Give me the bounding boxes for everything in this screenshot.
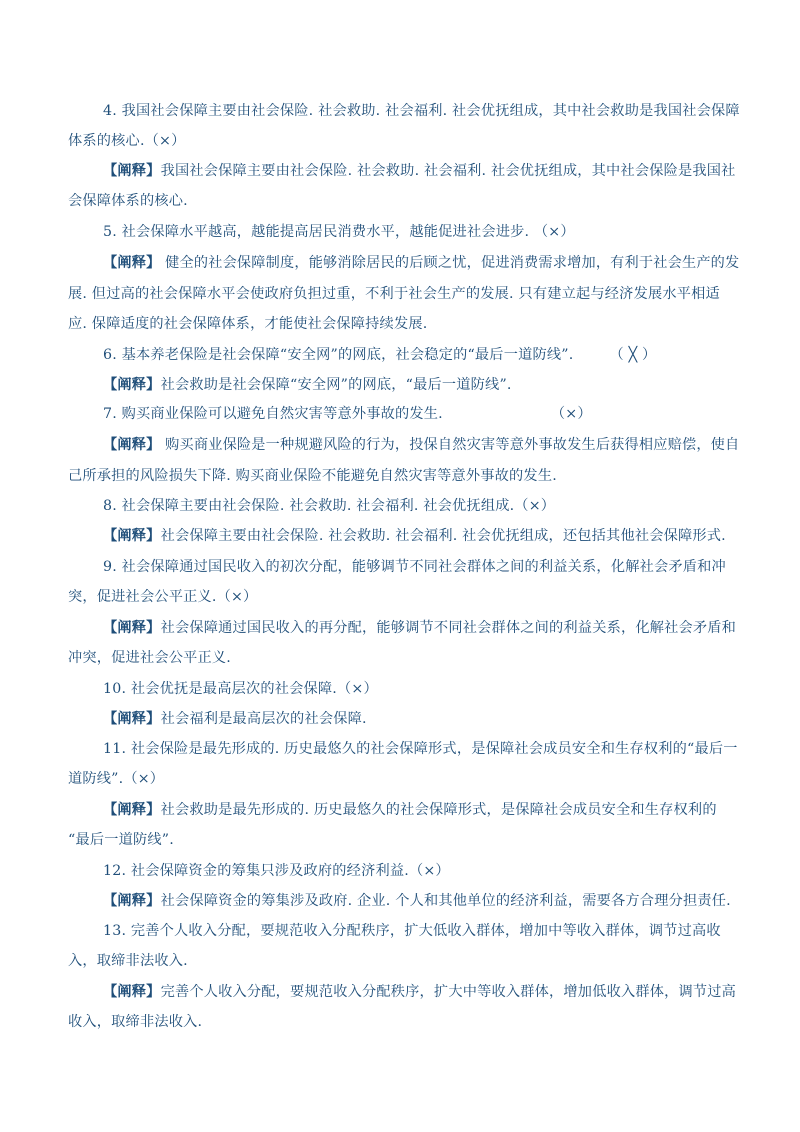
explanation-text: 己所承担的风险损失下降. 购买商业保险不能避免自然灾害等意外事故的发生. xyxy=(68,468,557,484)
explanation-tag: 【阐释】 xyxy=(103,255,161,271)
question-text: 6. 基本养老保险是社会保障“安全网”的网底，社会稳定的“最后一道防线”. （ ╳ ） xyxy=(103,347,657,363)
question-text: 突，促进社会公平正义.（×） xyxy=(68,589,258,605)
explanation-text: 会保障体系的核心. xyxy=(68,193,188,209)
explanation-line xyxy=(103,525,726,545)
explanation-line xyxy=(103,981,736,1001)
explanation-text: 社会保障资金的筹集涉及政府. 企业. 个人和其他单位的经济利益，需要各方合理分担责任. xyxy=(160,893,731,909)
explanation-text: 社会救助是社会保障“安全网”的网底，“最后一道防线”. xyxy=(160,377,512,393)
explanation-line xyxy=(103,160,736,180)
explanation-tag: 【阐释】 xyxy=(103,528,161,544)
explanation-text: “最后一道防线”. xyxy=(68,832,174,848)
explanation-tag: 【阐释】 xyxy=(103,984,161,1000)
explanation-tag: 【阐释】 xyxy=(103,437,161,453)
explanation-line xyxy=(103,708,367,728)
explanation-tag: 【阐释】 xyxy=(103,802,161,818)
question-text: 7. 购买商业保险可以避免自然灾害等意外事故的发生. （×） xyxy=(103,406,592,422)
question-text: 道防线”.（×） xyxy=(68,771,165,787)
question-text: 12. 社会保障资金的筹集只涉及政府的经济利益.（×） xyxy=(103,863,450,879)
explanation-text: 完善个人收入分配，要规范收入分配秩序，扩大中等收入群体，增加低收入群体，调节过高 xyxy=(160,984,737,1000)
explanation-text: 展. 但过高的社会保障水平会使政府负担过重，不利于社会生产的发展. 只有建立起与经济发展水平相适 xyxy=(68,286,720,302)
question-text: 9. 社会保障通过国民收入的初次分配，能够调节不同社会群体之间的利益关系，化解社会矛盾和冲 xyxy=(103,559,726,575)
explanation-text: 冲突，促进社会公平正义. xyxy=(68,650,231,666)
explanation-text: 社会福利是最高层次的社会保障. xyxy=(160,711,367,727)
explanation-text: 应. 保障适度的社会保障体系，才能使社会保障持续发展. xyxy=(68,316,428,332)
explanation-tag: 【阐释】 xyxy=(103,377,161,393)
explanation-line xyxy=(103,890,731,910)
explanation-line xyxy=(103,374,512,394)
question-text: 体系的核心.（×） xyxy=(68,133,186,149)
explanation-text: 社会救助是最先形成的. 历史最悠久的社会保障形式，是保障社会成员安全和生存权利的 xyxy=(160,802,717,818)
question-text: 8. 社会保障主要由社会保险. 社会救助. 社会福利. 社会优抚组成.（×） xyxy=(103,498,556,514)
explanation-tag: 【阐释】 xyxy=(103,163,161,179)
question-text: 13. 完善个人收入分配，要规范收入分配秩序，扩大低收入群体，增加中等收入群体，调节过高收 xyxy=(103,923,721,939)
explanation-tag: 【阐释】 xyxy=(103,620,161,636)
question-text: 4. 我国社会保障主要由社会保险. 社会救助. 社会福利. 社会优抚组成，其中社会救助是我国社会保障 xyxy=(103,103,740,119)
question-text: 5. 社会保障水平越高，越能提高居民消费水平，越能促进社会进步. （×） xyxy=(103,224,575,240)
explanation-line xyxy=(103,252,739,272)
explanation-tag: 【阐释】 xyxy=(103,711,161,727)
explanation-tag: 【阐释】 xyxy=(103,893,161,909)
explanation-text: 购买商业保险是一种规避风险的行为，投保自然灾害等意外事故发生后获得相应赔偿，使自 xyxy=(160,437,740,453)
explanation-text: 社会保障主要由社会保险. 社会救助. 社会福利. 社会优抚组成，还包括其他社会保障形式. xyxy=(160,528,726,544)
question-text: 10. 社会优抚是最高层次的社会保障.（×） xyxy=(103,681,378,697)
explanation-line xyxy=(103,617,736,637)
explanation-line xyxy=(103,434,739,454)
question-text: 11. 社会保险是最先形成的. 历史最悠久的社会保障形式，是保障社会成员安全和生存权利的“最后一 xyxy=(103,741,738,757)
explanation-text: 社会保障通过国民收入的再分配，能够调节不同社会群体之间的利益关系，化解社会矛盾和 xyxy=(160,620,737,636)
explanation-line xyxy=(103,799,717,819)
explanation-text: 收入，取缔非法收入. xyxy=(68,1014,203,1030)
question-text: 入，取缔非法收入. xyxy=(68,953,188,969)
explanation-text: 健全的社会保障制度，能够消除居民的后顾之忧，促进消费需求增加，有利于社会生产的发 xyxy=(160,255,740,271)
explanation-text: 我国社会保障主要由社会保险. 社会救助. 社会福利. 社会优抚组成，其中社会保险是我国社 xyxy=(160,163,736,179)
